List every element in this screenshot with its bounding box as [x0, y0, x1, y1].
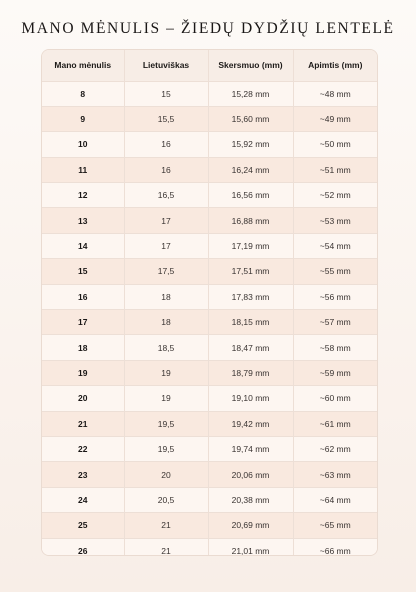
cell-size: 15 — [42, 259, 124, 284]
cell-lt-size: 19,5 — [124, 436, 208, 461]
cell-diameter: 16,56 mm — [208, 183, 293, 208]
cell-size: 8 — [42, 81, 124, 106]
cell-diameter: 15,60 mm — [208, 106, 293, 131]
cell-diameter: 17,51 mm — [208, 259, 293, 284]
cell-circumference: ~65 mm — [293, 513, 377, 538]
cell-diameter: 17,19 mm — [208, 233, 293, 258]
cell-circumference: ~58 mm — [293, 335, 377, 360]
cell-lt-size: 18 — [124, 310, 208, 335]
cell-lt-size: 18,5 — [124, 335, 208, 360]
cell-diameter: 21,01 mm — [208, 538, 293, 556]
table-row — [42, 106, 377, 131]
table-row — [42, 183, 377, 208]
cell-circumference: ~61 mm — [293, 411, 377, 436]
cell-circumference: ~51 mm — [293, 157, 377, 182]
table-header — [42, 50, 377, 81]
cell-diameter: 20,69 mm — [208, 513, 293, 538]
cell-lt-size: 19 — [124, 360, 208, 385]
page-title: MANO MĖNULIS – ŽIEDŲ DYDŽIŲ LENTELĖ — [21, 20, 395, 37]
cell-size: 23 — [42, 462, 124, 487]
cell-size: 25 — [42, 513, 124, 538]
cell-circumference: ~55 mm — [293, 259, 377, 284]
header-apimtis: Apimtis (mm) — [293, 50, 377, 81]
cell-circumference: ~56 mm — [293, 284, 377, 309]
table-row — [42, 386, 377, 411]
table-row — [42, 335, 377, 360]
cell-size: 16 — [42, 284, 124, 309]
cell-lt-size: 20,5 — [124, 487, 208, 512]
cell-diameter: 18,15 mm — [208, 310, 293, 335]
cell-lt-size: 19 — [124, 386, 208, 411]
table-row — [42, 284, 377, 309]
cell-size: 11 — [42, 157, 124, 182]
cell-lt-size: 21 — [124, 513, 208, 538]
cell-size: 12 — [42, 183, 124, 208]
cell-diameter: 18,79 mm — [208, 360, 293, 385]
table-row — [42, 81, 377, 106]
cell-size: 21 — [42, 411, 124, 436]
cell-lt-size: 15 — [124, 81, 208, 106]
cell-size: 9 — [42, 106, 124, 131]
cell-circumference: ~60 mm — [293, 386, 377, 411]
cell-circumference: ~63 mm — [293, 462, 377, 487]
cell-circumference: ~64 mm — [293, 487, 377, 512]
cell-lt-size: 21 — [124, 538, 208, 556]
cell-diameter: 20,38 mm — [208, 487, 293, 512]
table-row — [42, 487, 377, 512]
header-lietuviskas: Lietuviškas — [124, 50, 208, 81]
table-body — [42, 81, 377, 556]
cell-size: 14 — [42, 233, 124, 258]
cell-size: 13 — [42, 208, 124, 233]
table-row — [42, 310, 377, 335]
cell-diameter: 16,88 mm — [208, 208, 293, 233]
cell-size: 26 — [42, 538, 124, 556]
cell-diameter: 17,83 mm — [208, 284, 293, 309]
cell-circumference: ~48 mm — [293, 81, 377, 106]
cell-lt-size: 18 — [124, 284, 208, 309]
cell-circumference: ~52 mm — [293, 183, 377, 208]
cell-lt-size: 16 — [124, 132, 208, 157]
cell-circumference: ~66 mm — [319, 545, 351, 556]
cell-diameter: 16,24 mm — [208, 157, 293, 182]
cell-size: 10 — [42, 132, 124, 157]
cell-circumference: ~49 mm — [293, 106, 377, 131]
table-row — [42, 157, 377, 182]
cell-diameter: 18,47 mm — [208, 335, 293, 360]
table-row — [42, 208, 377, 233]
cell-lt-size: 20 — [124, 462, 208, 487]
cell-size: 17 — [42, 310, 124, 335]
table-row — [42, 436, 377, 461]
cell-lt-size: 17,5 — [124, 259, 208, 284]
cell-lt-size: 17 — [124, 208, 208, 233]
cell-lt-size: 19,5 — [124, 411, 208, 436]
cell-diameter: 19,10 mm — [208, 386, 293, 411]
cell-diameter: 19,42 mm — [208, 411, 293, 436]
cell-diameter: 19,74 mm — [208, 436, 293, 461]
cell-diameter: 15,28 mm — [208, 81, 293, 106]
cell-circumference: ~59 mm — [293, 360, 377, 385]
table-row — [42, 462, 377, 487]
cell-circumference: ~57 mm — [293, 310, 377, 335]
cell-size: 22 — [42, 436, 124, 461]
cell-circumference: ~53 mm — [293, 208, 377, 233]
table-row — [42, 360, 377, 385]
header-skersmuo: Skersmuo (mm) — [208, 50, 293, 81]
header-row — [42, 50, 377, 81]
table-row — [42, 233, 377, 258]
table-row — [42, 411, 377, 436]
cell-size: 24 — [42, 487, 124, 512]
cell-size: 18 — [42, 335, 124, 360]
table-row — [42, 538, 377, 556]
cell-circumference: ~50 mm — [293, 132, 377, 157]
cell-lt-size: 16,5 — [124, 183, 208, 208]
table-row — [42, 513, 377, 538]
cell-diameter: 15,92 mm — [208, 132, 293, 157]
cell-size: 19 — [42, 360, 124, 385]
cell-lt-size: 17 — [124, 233, 208, 258]
cell-circumference: ~62 mm — [293, 436, 377, 461]
cell-diameter: 20,06 mm — [208, 462, 293, 487]
table-row — [42, 132, 377, 157]
cell-lt-size: 15,5 — [124, 106, 208, 131]
cell-lt-size: 16 — [124, 157, 208, 182]
size-table — [42, 50, 377, 556]
table-row — [42, 259, 377, 284]
header-mano-menulis: Mano mėnulis — [42, 50, 124, 81]
cell-size: 20 — [42, 386, 124, 411]
size-table-container — [41, 49, 378, 556]
cell-circumference: ~54 mm — [293, 233, 377, 258]
